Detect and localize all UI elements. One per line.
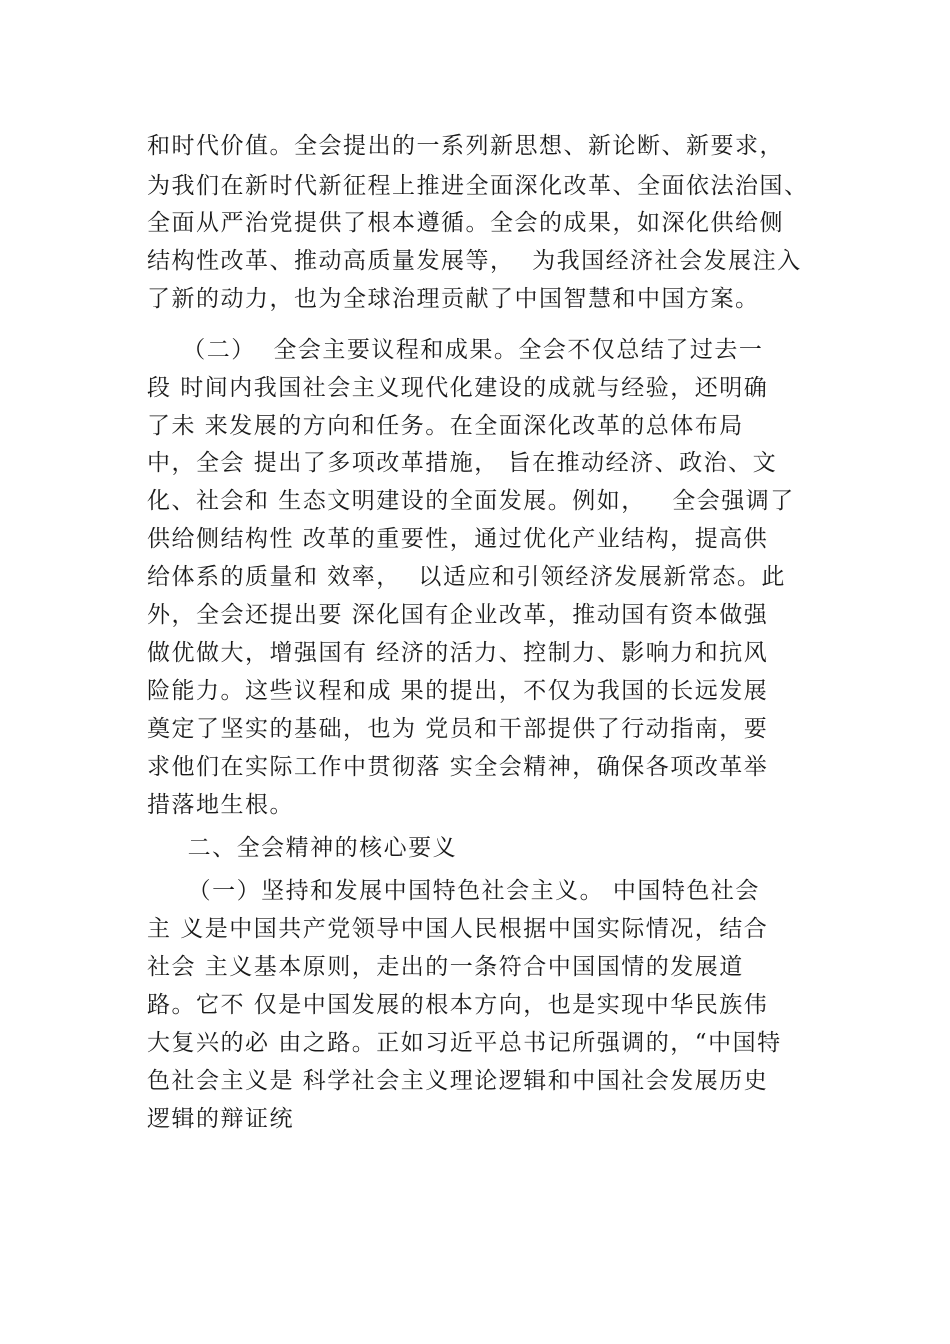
text-line: 险能力。这些议程和成 果的提出，不仅为我国的长远发展 [147, 678, 769, 704]
text-line: （一）坚持和发展中国特色社会主义。 中国特色社会 [170, 878, 760, 904]
section-heading: 二、全会精神的核心要义 [170, 835, 458, 861]
text-line: 结构性改革、推动高质量发展等， 为我国经济社会发展注入 [147, 248, 802, 274]
text-line: 求他们在实际工作中贯彻落 实全会精神，确保各项改革举 [147, 754, 769, 780]
text-line: 化、社会和 生态文明建设的全面发展。例如， 全会强调了 [147, 488, 795, 514]
text-line: 了新的动力，也为全球治理贡献了中国智慧和中国方案。 [147, 286, 760, 312]
text-line: 为我们在新时代新征程上推进全面深化改革、全面依法治国、 [147, 173, 809, 199]
text-line: 段 时间内我国社会主义现代化建设的成就与经验，还明确 [147, 375, 769, 401]
text-line: 色社会主义是 科学社会主义理论逻辑和中国社会发展历史 [147, 1068, 769, 1094]
text-line: 中，全会 提出了多项改革措施， 旨在推动经济、政治、文 [147, 450, 778, 476]
text-line: 逻辑的辩证统 [147, 1106, 294, 1132]
text-line: 大复兴的必 由之路。正如习近平总书记所强调的，“中国特 [147, 1030, 782, 1056]
text-line: 社会 主义基本原则，走出的一条符合中国国情的发展道 [147, 954, 744, 980]
text-line: 全面从严治党提供了根本遵循。全会的成果，如深化供给侧 [147, 210, 784, 236]
text-line: 做优做大，增强国有 经济的活力、控制力、影响力和抗风 [147, 640, 769, 666]
text-line: 外，全会还提出要 深化国有企业改革，推动国有资本做强 [147, 602, 769, 628]
text-line: （二） 全会主要议程和成果。全会不仅总结了过去一 [147, 337, 764, 363]
text-line: 了未 来发展的方向和任务。在全面深化改革的总体布局 [147, 413, 744, 439]
text-line: 和时代价值。全会提出的一系列新思想、新论断、新要求， [147, 133, 784, 159]
text-line: 措落地生根。 [147, 792, 294, 818]
text-line: 主 义是中国共产党领导中国人民根据中国实际情况，结合 [147, 916, 769, 942]
text-line: 供给侧结构性 改革的重要性，通过优化产业结构，提高供 [147, 526, 769, 552]
text-line: 路。它不 仅是中国发展的根本方向，也是实现中华民族伟 [147, 992, 769, 1018]
text-line: 给体系的质量和 效率， 以适应和引领经济发展新常态。此 [147, 564, 786, 590]
text-line: 奠定了坚实的基础，也为 党员和干部提供了行动指南，要 [147, 716, 769, 742]
